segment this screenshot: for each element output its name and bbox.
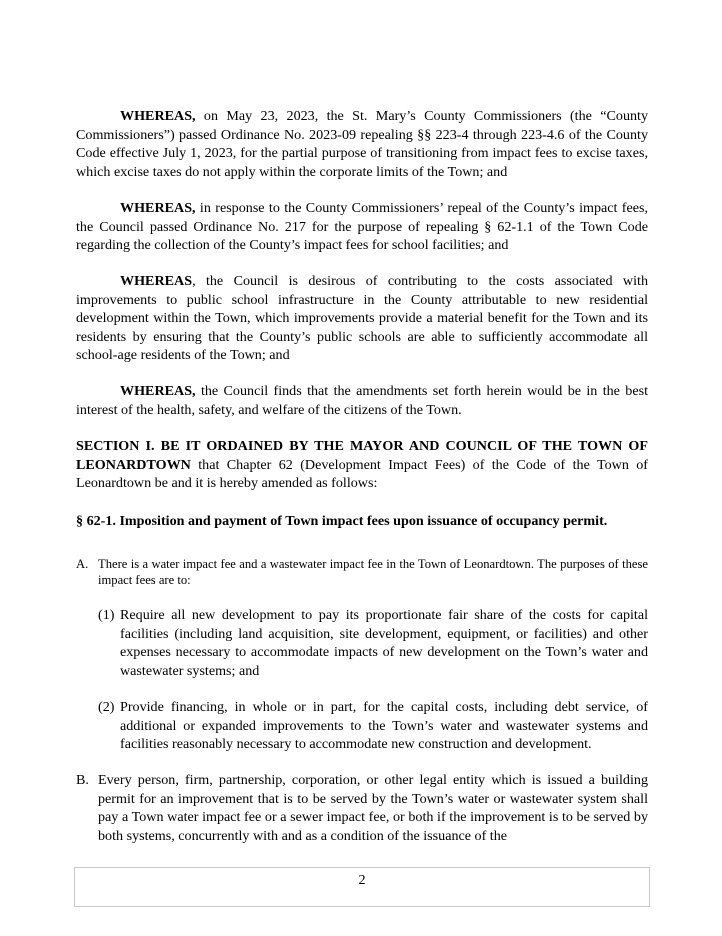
- page-footer: [74, 867, 650, 907]
- item-text: Every person, firm, partnership, corporation, or other legal entity which is issued a building permit for an improvement that is to be served by the Town’s water or wastewater system shall pay a Town water impact fee or a sewer impact fee, or both if the improvement is to be served by both systems, concurrently with and as a condition of the issuance of the: [98, 772, 648, 844]
- subitem-1: [98, 606, 648, 680]
- subitem-text: Provide financing, in whole or in part, for the capital costs, including debt service, of additional or expanded improvements to the Town’s water and wastewater systems and facilities reasonably necessary to accommodate new construction and development.: [120, 699, 648, 753]
- section-one-paragraph: [76, 437, 648, 493]
- subitem-label: (2): [98, 699, 115, 715]
- whereas-lead: WHEREAS,: [120, 200, 196, 216]
- subitem-label: (1): [98, 607, 115, 623]
- whereas-text: the Council finds that the amendments set forth herein would be in the best interest of the health, safety, and welfare of the citizens of the Town.: [76, 383, 648, 418]
- subitem-2: [98, 698, 648, 754]
- whereas-paragraph-2: [76, 199, 648, 255]
- whereas-lead: WHEREAS: [120, 273, 193, 289]
- page-number: 2: [358, 872, 366, 888]
- item-label: B.: [76, 772, 89, 788]
- whereas-paragraph-4: [76, 382, 648, 419]
- whereas-text: , the Council is desirous of contributing to the costs associated with improvements to public school infrastructure in the County attributable to new residential development within the Town, which improvements provide a material benefit for the Town and its residents by ensuring that the County’s public schools are able to sufficiently accommodate all school-age residents of the Town; and: [76, 273, 648, 364]
- subitem-text: Require all new development to pay its proportionate fair share of the costs for capital facilities (including land acquisition, site development, equipment, or facilities) and other expenses necessary to accommodate impacts of new development on the Town’s water and wastewater systems; and: [120, 607, 648, 679]
- section-heading: § 62-1. Imposition and payment of Town impact fees upon issuance of occupancy permit.: [76, 513, 608, 529]
- whereas-text: on May 23, 2023, the St. Mary’s County Commissioners (the “County Commissioners”) passed Ordinance No. 2023-09 repealing §§ 223-4 through 223-4.6 of the County Code effective July 1, 2023, for the partial purpose of transitioning from impact fees to excise taxes, which excise taxes do not apply within the corporate limits of the Town; and: [76, 108, 648, 180]
- item-a: [76, 556, 648, 589]
- item-text: There is a water impact fee and a wastewater impact fee in the Town of Leonardtown. The purposes of these impact fees are to:: [98, 557, 648, 588]
- section-lead: SECTION I. BE IT ORDAINED BY THE MAYOR AND COUNCIL OF THE TOWN OF LEONARDTOWN: [76, 438, 648, 473]
- section-text: that Chapter 62 (Development Impact Fees) of the Code of the Town of Leonardtown be and it is hereby amended as follows:: [76, 456, 648, 492]
- item-b: [76, 771, 648, 845]
- whereas-lead: WHEREAS,: [120, 383, 196, 399]
- whereas-text: in response to the County Commissioners’ repeal of the County’s impact fees, the Council passed Ordinance No. 217 for the purpose of repealing § 62-1.1 of the Town Code regarding the collection of the County’s impact fees for school facilities; and: [76, 200, 648, 254]
- item-label: A.: [76, 557, 89, 571]
- whereas-paragraph-1: [76, 107, 648, 181]
- whereas-paragraph-3: [76, 272, 648, 365]
- whereas-lead: WHEREAS,: [120, 108, 196, 124]
